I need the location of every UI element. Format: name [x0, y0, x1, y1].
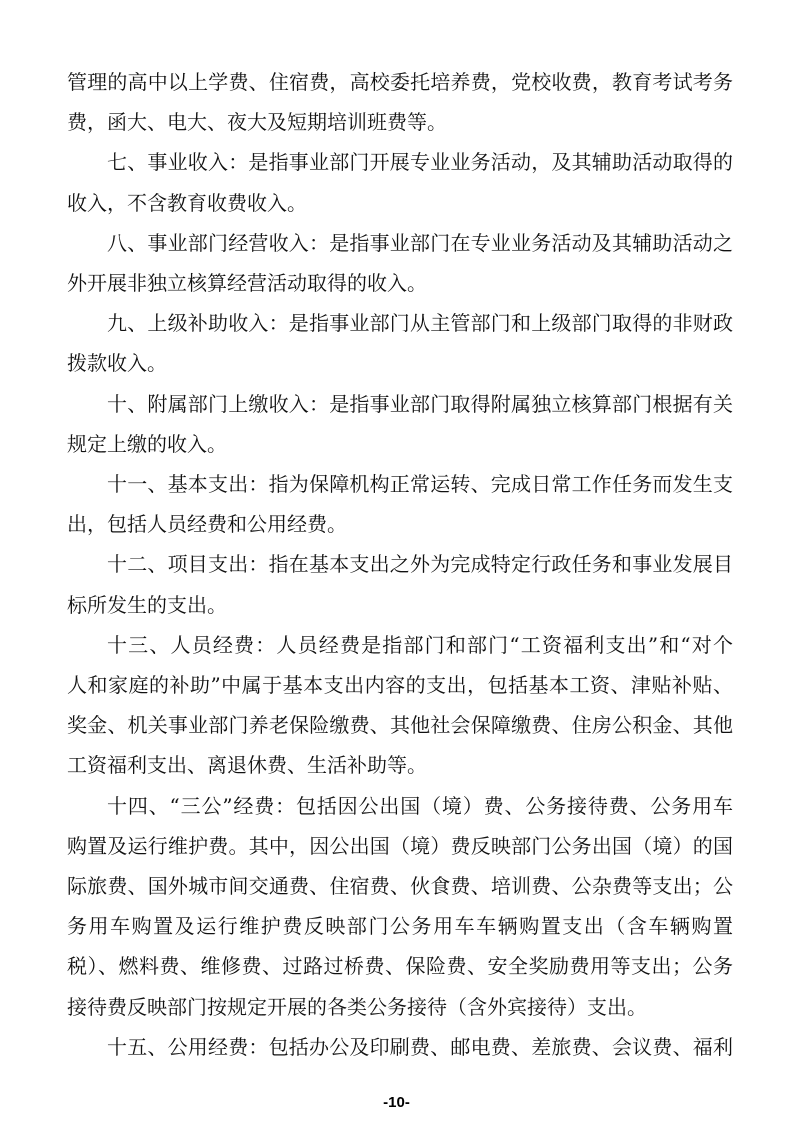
text-line: 人和家庭的补助”中属于基本支出内容的支出，包括基本工资、津贴补贴、: [67, 673, 733, 697]
text-line: 工资福利支出、离退休费、生活补助等。: [67, 753, 427, 778]
text-line: 际旅费、国外城市间交通费、住宿费、伙食费、培训费、公杂费等支出；公: [67, 874, 733, 898]
text-line: 收入，不含教育收费收入。: [67, 190, 307, 215]
text-line: 务用车购置及运行维护费反映部门公务用车车辆购置支出（含车辆购置: [67, 914, 733, 939]
text-line: 规定上缴的收入。: [67, 431, 227, 456]
text-line: 购置及运行维护费。其中，因公出国（境）费反映部门公务出国（境）的国: [67, 833, 733, 858]
text-line: 十一、基本支出：指为保障机构正常运转、完成日常工作任务而发生支: [107, 472, 733, 496]
text-line: 九、上级补助收入：是指事业部门从主管部门和上级部门取得的非财政: [107, 311, 733, 336]
text-line: 七、事业收入：是指事业部门开展专业业务活动，及其辅助活动取得的: [107, 150, 733, 175]
text-line: 奖金、机关事业部门养老保险缴费、其他社会保障缴费、住房公积金、其他: [67, 713, 733, 738]
text-line: 拨款收入。: [67, 351, 167, 376]
page-number: -10-: [383, 1094, 410, 1111]
text-line: 十三、人员经费：人员经费是指部门和部门“工资福利支出”和“对个: [107, 632, 733, 657]
text-line: 十四、“三公”经费：包括因公出国（境）费、公务接待费、公务用车: [107, 793, 733, 818]
text-line: 十二、项目支出：指在基本支出之外为完成特定行政任务和事业发展目: [107, 552, 733, 577]
text-line: 税）、燃料费、维修费、过路过桥费、保险费、安全奖励费用等支出；公务: [67, 954, 733, 979]
text-line: 出，包括人员经费和公用经费。: [67, 512, 347, 537]
text-line: 十五、公用经费：包括办公及印刷费、邮电费、差旅费、会议费、福利: [107, 1034, 733, 1059]
text-line: 十、附属部门上缴收入：是指事业部门取得附属独立核算部门根据有关: [107, 391, 733, 416]
text-line: 费，函大、电大、夜大及短期培训班费等。: [67, 110, 447, 135]
text-line: 外开展非独立核算经营活动取得的收入。: [67, 271, 427, 295]
text-line: 八、事业部门经营收入：是指事业部门在专业业务活动及其辅助活动之: [107, 230, 733, 255]
text-line: 接待费反映部门按规定开展的各类公务接待（含外宾接待）支出。: [67, 994, 647, 1019]
text-line: 管理的高中以上学费、住宿费，高校委托培养费，党校收费，教育考试考务: [67, 70, 733, 94]
text-line: 标所发生的支出。: [67, 592, 227, 617]
